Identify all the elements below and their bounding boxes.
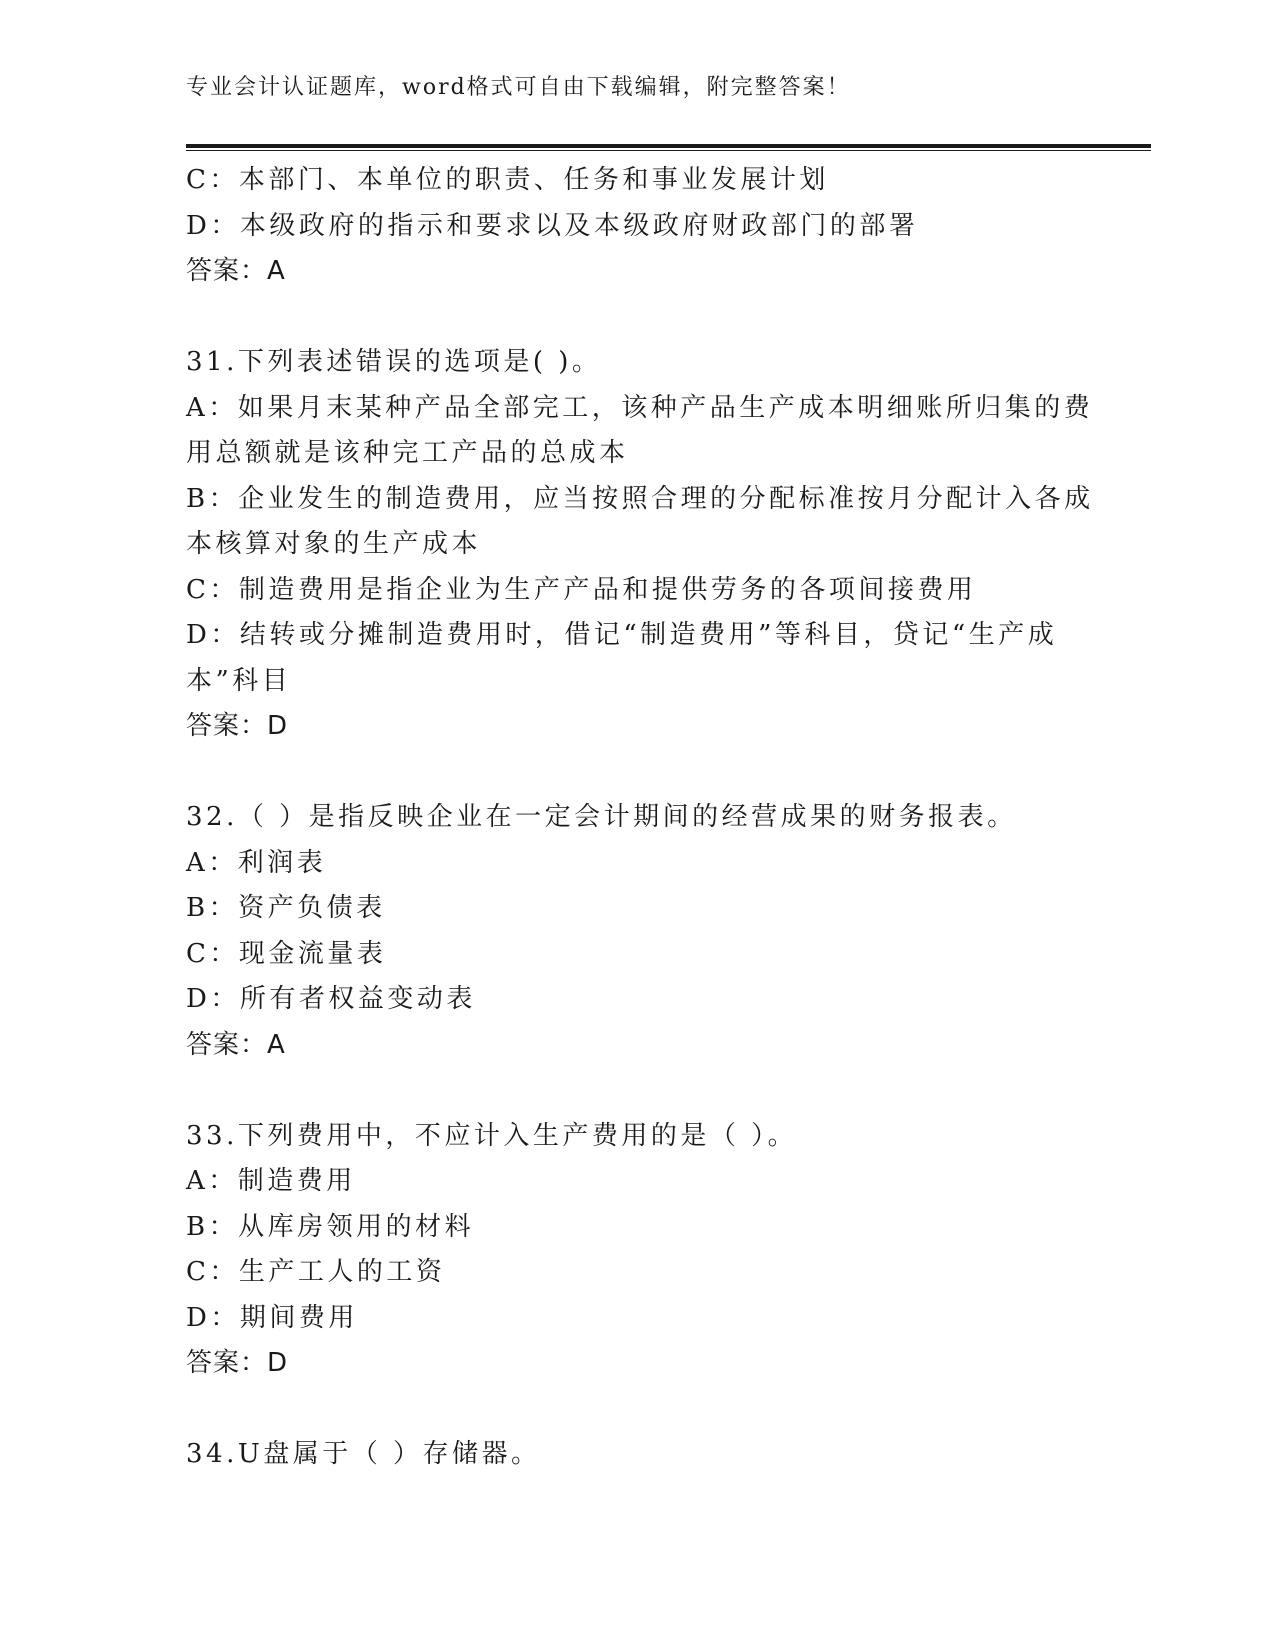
option-line: A：如果月末某种产品全部完工，该种产品生产成本明细账所归集的费: [186, 392, 1094, 423]
option-line: 用总额就是该种完工产品的总成本: [186, 438, 629, 468]
option-line: C：生产工人的工资: [186, 1257, 446, 1287]
option-line: D：结转或分摊制造费用时，借记“制造费用”等科目，贷记“生产成: [186, 620, 1058, 650]
question-stem: 32.（ ）是指反映企业在一定会计期间的经营成果的财务报表。: [186, 802, 1017, 832]
question-block-32: [186, 795, 1086, 1068]
question-block-31: [186, 340, 1094, 750]
spacer: [186, 295, 1086, 341]
option-line: C：本部门、本单位的职责、任务和事业发展计划: [186, 165, 829, 195]
option-line: C：制造费用是指企业为生产产品和提供劳务的各项间接费用: [186, 574, 977, 605]
question-block-34: [186, 1432, 1086, 1478]
question-block-30: [186, 158, 1086, 295]
option-line: D：本级政府的指示和要求以及本级政府财政部门的部署: [186, 210, 919, 241]
answer-line: 答案：D: [186, 1348, 289, 1378]
question-stem: 31.下列表述错误的选项是( )。: [186, 347, 602, 377]
question-block-33: [186, 1114, 1086, 1387]
question-stem: 34.U盘属于（ ）存储器。: [186, 1439, 541, 1469]
spacer: [186, 1387, 1086, 1433]
header-rule-thin: [186, 150, 1151, 151]
option-line: A：制造费用: [186, 1166, 356, 1196]
option-line: D：所有者权益变动表: [186, 984, 476, 1014]
answer-line: 答案：A: [186, 256, 286, 286]
option-line: C：现金流量表: [186, 938, 387, 969]
option-line: 本”科目: [186, 665, 292, 696]
document-content: [186, 158, 1094, 1478]
question-stem: 33.下列费用中，不应计入生产费用的是（ ）。: [186, 1120, 798, 1151]
option-line: D：期间费用: [186, 1302, 358, 1333]
option-line: B：从库房领用的材料: [186, 1211, 475, 1242]
page-header: 专业会计认证题库，word格式可自由下载编辑，附完整答案！: [186, 75, 851, 100]
spacer: [186, 750, 1086, 796]
option-line: A：利润表: [186, 847, 327, 878]
answer-line: 答案：D: [186, 711, 289, 741]
option-line: B：资产负债表: [186, 893, 386, 923]
option-line: 本核算对象的生产成本: [186, 529, 482, 559]
header-rule-thick: [186, 144, 1151, 148]
spacer: [186, 1068, 1086, 1114]
answer-line: 答案：A: [186, 1029, 286, 1060]
option-line: B：企业发生的制造费用，应当按照合理的分配标准按月分配计入各成: [186, 483, 1094, 514]
